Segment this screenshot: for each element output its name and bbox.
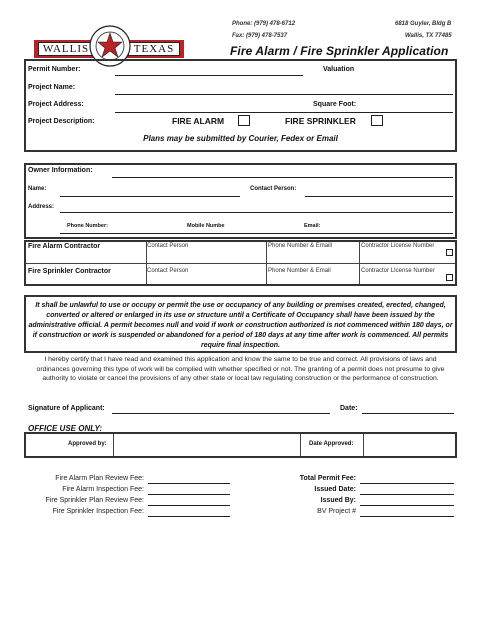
- fire-alarm-inspection-fee-label: Fire Alarm Inspection Fee:: [62, 486, 144, 493]
- contractor-row-divider: [26, 263, 455, 264]
- owner-address-label: Address:: [28, 204, 55, 210]
- project-name-label: Project Name:: [28, 84, 76, 91]
- header-address-line2: Wallis, TX 77485: [405, 33, 452, 39]
- signature-date-label: Date:: [340, 405, 358, 412]
- contact-person-field[interactable]: [305, 196, 453, 197]
- phone-mobile-email-field[interactable]: [60, 233, 453, 234]
- header-address-line1: 6818 Guyler, Bldg B: [395, 21, 452, 27]
- approved-by-label: Approved by:: [68, 441, 107, 447]
- owner-information-field[interactable]: [112, 177, 453, 178]
- signature-date-field[interactable]: [362, 413, 454, 414]
- fire-sprinkler-inspection-fee-field[interactable]: [148, 516, 230, 517]
- total-permit-fee-label: Total Permit Fee:: [299, 475, 356, 482]
- fire-alarm-contact-person-label: Contact Person: [147, 243, 189, 249]
- header-fax: Fax: (979) 478-7537: [232, 33, 288, 39]
- owner-address-field[interactable]: [60, 212, 453, 213]
- contractor-col-divider-3: [359, 242, 360, 284]
- fire-sprinkler-label: FIRE SPRINKLER: [285, 116, 356, 126]
- square-foot-label: Square Foot:: [313, 101, 357, 108]
- issued-date-label: Issued Date:: [314, 486, 356, 493]
- signature-label: Signature of Applicant:: [28, 405, 105, 412]
- bv-project-field[interactable]: [360, 516, 454, 517]
- certification-statement: I hereby certify that I have read and examined this application and know the same to be true and correct. All provisions of laws and ordinances governing this type of work will be complied with whether specified or not. The granting of a permit does not presume to give authority to violate or cancel the provisions of any other state or local law regulating construction or the performance of construction.: [36, 356, 445, 383]
- issued-by-field[interactable]: [360, 505, 454, 506]
- signature-field[interactable]: [112, 413, 330, 414]
- unlawful-occupancy-notice: It shall be unlawful to use or occupy or permit the use or occupancy of any building or premises created, erected, changed, converted or altered or enlarged in its use or structure until a Certificate of Occupancy shall have been issued by the administrative official. A permit becomes null and void if work or construction authorized is not commenced within 180 days, or if construction or work is suspended or abandoned for a period of 180 days at any time after work is commenced. All permits require final inspection.: [28, 302, 453, 349]
- owner-name-label: Name:: [28, 186, 47, 192]
- logo-left-plate: WALLIS: [38, 42, 94, 56]
- owner-information-label: Owner Information:: [28, 167, 93, 174]
- fire-alarm-license-label: Contractor License Number: [361, 243, 435, 249]
- owner-name-field[interactable]: [60, 196, 240, 197]
- fire-alarm-phone-email-label: Phone Number & Emaill: [268, 243, 333, 249]
- phone-number-label: Phone Number:: [67, 223, 108, 229]
- fire-sprinkler-plan-review-fee-field[interactable]: [148, 505, 230, 506]
- logo-right-plate: TEXAS: [128, 42, 180, 56]
- fire-alarm-label: FIRE ALARM: [172, 116, 225, 126]
- project-name-field[interactable]: [115, 94, 453, 95]
- contractor-col-divider-2: [266, 242, 267, 284]
- fire-alarm-plan-review-fee-field[interactable]: [148, 483, 230, 484]
- total-permit-fee-field[interactable]: [360, 483, 454, 484]
- permit-number-label: Permit Number:: [28, 66, 81, 73]
- mobile-number-label: Mobile Numbe: [187, 223, 225, 229]
- fire-sprinkler-inspection-fee-label: Fire Sprinkler Inspection Fee:: [52, 508, 144, 515]
- fire-sprinkler-plan-review-fee-label: Fire Sprinkler Plan Review Fee:: [45, 497, 144, 504]
- email-label: Email:: [304, 223, 321, 229]
- submission-note: Plans may be submitted by Courier, Fedex or Email: [143, 134, 338, 143]
- fire-alarm-license-checkbox[interactable]: [446, 249, 453, 256]
- issued-date-field[interactable]: [360, 494, 454, 495]
- fire-sprinkler-contractor-label: Fire Sprinkler Contractor: [28, 268, 111, 275]
- contact-person-label: Contact Person:: [250, 186, 297, 192]
- permit-number-field[interactable]: [115, 75, 303, 76]
- fire-sprinkler-license-label: Contractor LIcense Number: [361, 268, 435, 274]
- issued-by-label: Issued By:: [320, 497, 356, 504]
- fire-alarm-checkbox[interactable]: [238, 115, 250, 126]
- fire-sprinkler-license-checkbox[interactable]: [446, 274, 453, 281]
- bv-project-label: BV Project #: [317, 508, 356, 515]
- project-address-label: Project Address:: [28, 101, 84, 108]
- fire-alarm-inspection-fee-field[interactable]: [148, 494, 230, 495]
- office-col-divider-1: [113, 434, 114, 456]
- office-col-divider-2: [300, 434, 301, 456]
- office-col-divider-3: [363, 434, 364, 456]
- fire-sprinkler-contact-person-label: Contact Person: [147, 268, 189, 274]
- project-address-field[interactable]: [115, 112, 453, 113]
- fire-alarm-plan-review-fee-label: Fire Alarm Plan Review Fee:: [55, 475, 144, 482]
- date-approved-label: Date Approved:: [309, 441, 354, 447]
- office-use-title: OFFICE USE ONLY:: [28, 424, 103, 433]
- fire-sprinkler-checkbox[interactable]: [371, 115, 383, 126]
- fire-sprinkler-phone-email-label: Phone Number & Email: [268, 268, 331, 274]
- fire-alarm-contractor-label: Fire Alarm Contractor: [28, 243, 101, 250]
- project-description-label: Project Description:: [28, 118, 95, 125]
- valuation-label: Valuation: [323, 66, 355, 73]
- header-phone: Phone: (979) 478-6712: [232, 21, 296, 27]
- page-title: Fire Alarm / Fire Sprinkler Application: [230, 44, 449, 58]
